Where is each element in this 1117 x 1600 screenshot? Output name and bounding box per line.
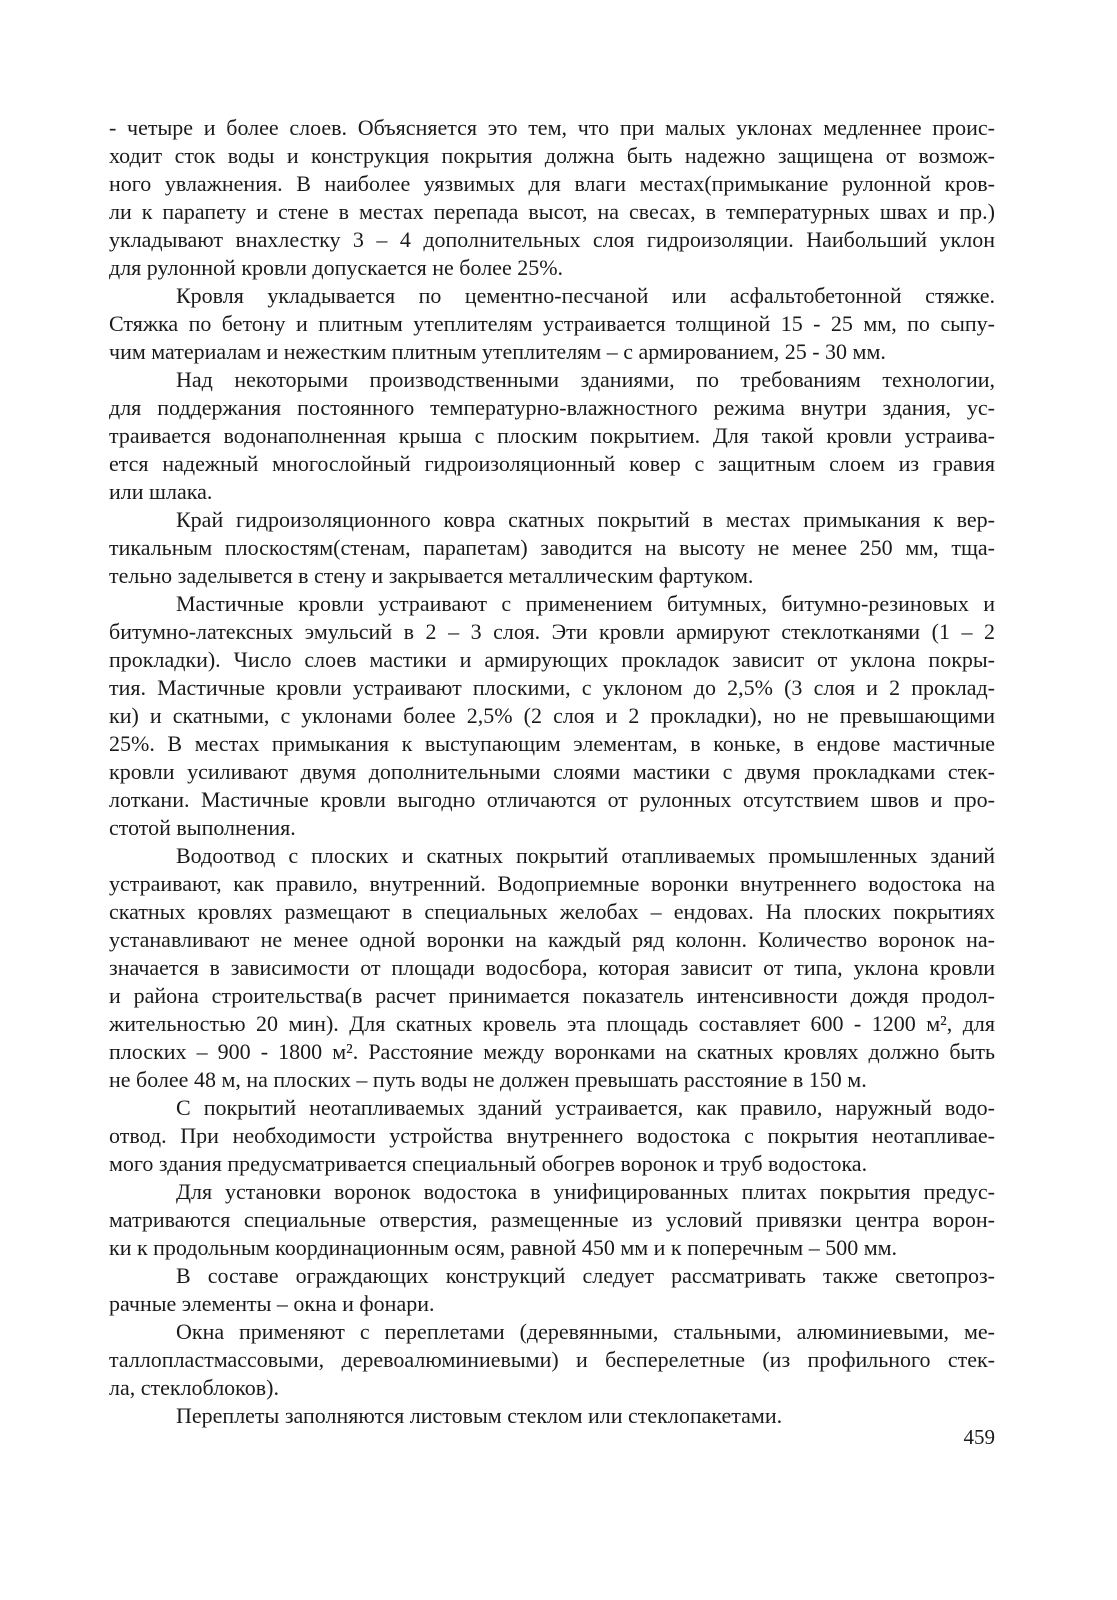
text-line: мого здания предусматривается специальный обогрев воронок и труб водостока. (109, 1151, 868, 1176)
text-line: скатных кровлях размещают в специальных желобах – ендовах. На плоских покрытиях (109, 899, 995, 924)
text-line: Для установки воронок водостока в унифицированных плитах покрытия предус- (176, 1179, 995, 1204)
text-line: отвод. При необходимости устройства внутреннего водостока с покрытия неотапливае- (109, 1123, 995, 1148)
text-line: Водоотвод с плоских и скатных покрытий отапливаемых промышленных зданий (176, 843, 995, 868)
text-line: рачные элементы – окна и фонари. (109, 1291, 435, 1316)
text-line: укладывают внахлестку 3 – 4 дополнительных слоя гидроизоляции. Наибольший уклон (109, 227, 995, 252)
paragraph (109, 1094, 995, 1178)
text-line: таллопластмассовыми, деревоалюминиевыми) и бесперелетные (из профильного стек- (109, 1347, 995, 1372)
paragraph (109, 590, 995, 842)
text-line: ходит сток воды и конструкция покрытия должна быть надежно защищена от возмож- (109, 143, 995, 168)
text-line: ного увлажнения. В наиболее уязвимых для влаги местах(примыкание рулонной кров- (109, 171, 995, 196)
text-line: тельно заделывется в стену и закрывается металлическим фартуком. (109, 563, 754, 588)
text-line: стотой выполнения. (109, 815, 296, 840)
text-line: Мастичные кровли устраивают с применением битумных, битумно-резиновых и (176, 591, 995, 616)
text-line: - четыре и более слоев. Объясняется это тем, что при малых уклонах медленнее проис- (109, 115, 995, 140)
text-line: для поддержания постоянного температурно-влажностного режима внутри здания, ус- (109, 395, 995, 420)
paragraph (109, 114, 995, 282)
text-line: значается в зависимости от площади водосбора, которая зависит от типа, уклона кровли (109, 955, 995, 980)
text-line: плоских – 900 - 1800 м². Расстояние между воронками на скатных кровлях должно быть (109, 1039, 995, 1064)
text-line: ется надежный многослойный гидроизоляционный ковер с защитным слоем из гравия (109, 451, 995, 476)
text-line: тикальным плоскостям(стенам, парапетам) заводится на высоту не менее 250 мм, тща- (109, 535, 995, 560)
text-line: чим материалам и нежестким плитным утеплителям – с армированием, 25 - 30 мм. (109, 339, 886, 364)
text-line: 25%. В местах примыкания к выступающим элементам, в коньке, в ендове мастичные (109, 731, 995, 756)
text-line: Край гидроизоляционного ковра скатных покрытий в местах примыкания к вер- (176, 507, 995, 532)
text-line: матриваются специальные отверстия, размещенные из условий привязки центра ворон- (109, 1207, 995, 1232)
text-line: и района строительства(в расчет принимается показатель интенсивности дождя продол- (109, 983, 995, 1008)
text-line: или шлака. (109, 479, 213, 504)
text-line: Переплеты заполняются листовым стеклом или стеклопакетами. (176, 1403, 783, 1428)
text-line: устраивают, как правило, внутренний. Водоприемные воронки внутреннего водостока на (109, 871, 995, 896)
text-line: битумно-латексных эмульсий в 2 – 3 слоя. Эти кровли армируют стеклотканями (1 – 2 (109, 619, 995, 644)
page-body (109, 114, 995, 1430)
paragraph (109, 1402, 995, 1430)
text-line: В составе ограждающих конструкций следует рассматривать также светопроз- (176, 1263, 995, 1288)
text-line: не более 48 м, на плоских – путь воды не должен превышать расстояние в 150 м. (109, 1067, 867, 1092)
paragraph (109, 1262, 995, 1318)
paragraph (109, 506, 995, 590)
text-line: тия. Мастичные кровли устраивают плоскими, с уклоном до 2,5% (3 слоя и 2 проклад- (109, 675, 995, 700)
page-number: 459 (963, 1425, 995, 1449)
text-line: жительностью 20 мин). Для скатных кровель эта площадь составляет 600 - 1200 м², для (109, 1011, 995, 1036)
text-line: Окна применяют с переплетами (деревянными, стальными, алюминиевыми, ме- (176, 1319, 995, 1344)
text-line: С покрытий неотапливаемых зданий устраивается, как правило, наружный водо- (176, 1095, 995, 1120)
text-line: лоткани. Мастичные кровли выгодно отличаются от рулонных отсутствием швов и про- (109, 787, 995, 812)
text-line: прокладки). Число слоев мастики и армирующих прокладок зависит от уклона покры- (109, 647, 995, 672)
text-line: ли к парапету и стене в местах перепада высот, на свесах, в температурных швах и пр.) (109, 199, 995, 224)
text-line: ла, стеклоблоков). (109, 1375, 279, 1400)
paragraph (109, 842, 995, 1094)
text-line: устанавливают не менее одной воронки на каждый ряд колонн. Количество воронок на- (109, 927, 995, 952)
text-line: траивается водонаполненная крыша с плоским покрытием. Для такой кровли устраива- (109, 423, 995, 448)
paragraph (109, 1178, 995, 1262)
paragraph (109, 282, 995, 366)
text-line: Над некоторыми производственными зданиями, по требованиям технологии, (176, 367, 995, 392)
paragraph (109, 366, 995, 506)
text-line: Кровля укладывается по цементно-песчаной или асфальтобетонной стяжке. (176, 283, 995, 308)
text-line: ки) и скатными, с уклонами более 2,5% (2 слоя и 2 прокладки), но не превышающими (109, 703, 995, 728)
text-line: кровли усиливают двумя дополнительными слоями мастики с двумя прокладками стек- (109, 759, 995, 784)
paragraph (109, 1318, 995, 1402)
text-line: для рулонной кровли допускается не более 25%. (109, 255, 564, 280)
text-line: Стяжка по бетону и плитным утеплителям устраивается толщиной 15 - 25 мм, по сыпу- (109, 311, 995, 336)
text-line: ки к продольным координационным осям, равной 450 мм и к поперечным – 500 мм. (109, 1235, 898, 1260)
